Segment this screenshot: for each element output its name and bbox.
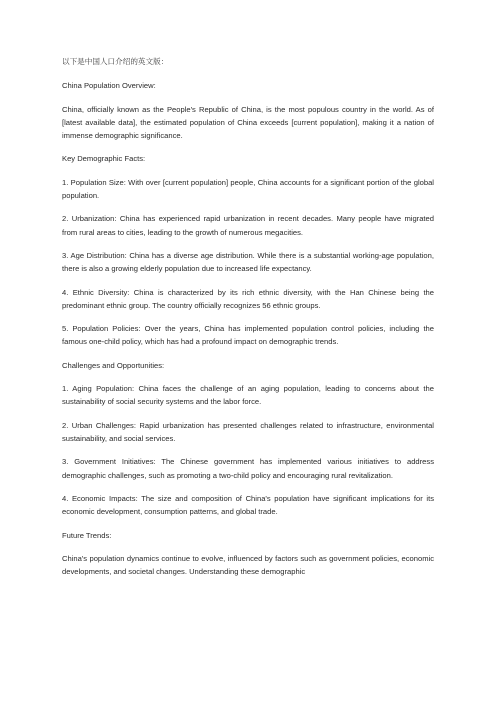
key-fact-item: 2. Urbanization: China has experienced rapid urbanization in recent decades. Many people have migrated from rural areas to cities, leading to the growth of numerous megacities.	[62, 214, 434, 237]
key-fact-item: 4. Ethnic Diversity: China is characterized by its rich ethnic diversity, with the Han Chinese being the predominant ethnic group. The country officially recognizes 56 ethnic groups.	[62, 287, 434, 310]
overview-paragraph: China, officially known as the People's Republic of China, is the most populous country in the world. As of [latest available data], the estimated population of China exceeds [current population], making it a nation of immense demographic significance.	[62, 104, 434, 140]
challenge-item: 2. Urban Challenges: Rapid urbanization has presented challenges related to infrastructure, environmental sustainability, and social services.	[62, 420, 434, 443]
document-body	[62, 55, 434, 589]
challenge-item: 4. Economic Impacts: The size and composition of China's population have significant implications for its economic development, consumption patterns, and global trade.	[62, 493, 434, 517]
key-facts-heading: Key Demographic Facts:	[62, 154, 146, 164]
key-fact-item: 3. Age Distribution: China has a diverse age distribution. While there is a substantial working-age population, there is also a growing elderly population due to increased life expectancy.	[62, 250, 434, 274]
future-heading: Future Trends:	[62, 530, 112, 540]
challenge-item: 1. Aging Population: China faces the challenge of an aging population, leading to concerns about the sustainability of social security systems and the labor force.	[62, 384, 434, 407]
challenges-heading: Challenges and Opportunities:	[62, 360, 165, 370]
intro-line: 以下是中国人口介绍的英文版：	[62, 57, 169, 66]
key-fact-item: 5. Population Policies: Over the years, China has implemented population control policies, including the famous one-child policy, which has had a profound impact on demographic trends.	[62, 324, 434, 347]
key-fact-item: 1. Population Size: With over [current population] people, China accounts for a significant portion of the global population.	[62, 177, 434, 200]
future-paragraph: China's population dynamics continue to evolve, influenced by factors such as government policies, economic developments, and societal changes. Understanding these demographic	[62, 553, 434, 577]
overview-title: China Population Overview:	[62, 81, 156, 91]
challenge-item: 3. Government Initiatives: The Chinese government has implemented various initiatives to address demographic challenges, such as promoting a two-child policy and encouraging rural revitalization.	[62, 457, 434, 480]
